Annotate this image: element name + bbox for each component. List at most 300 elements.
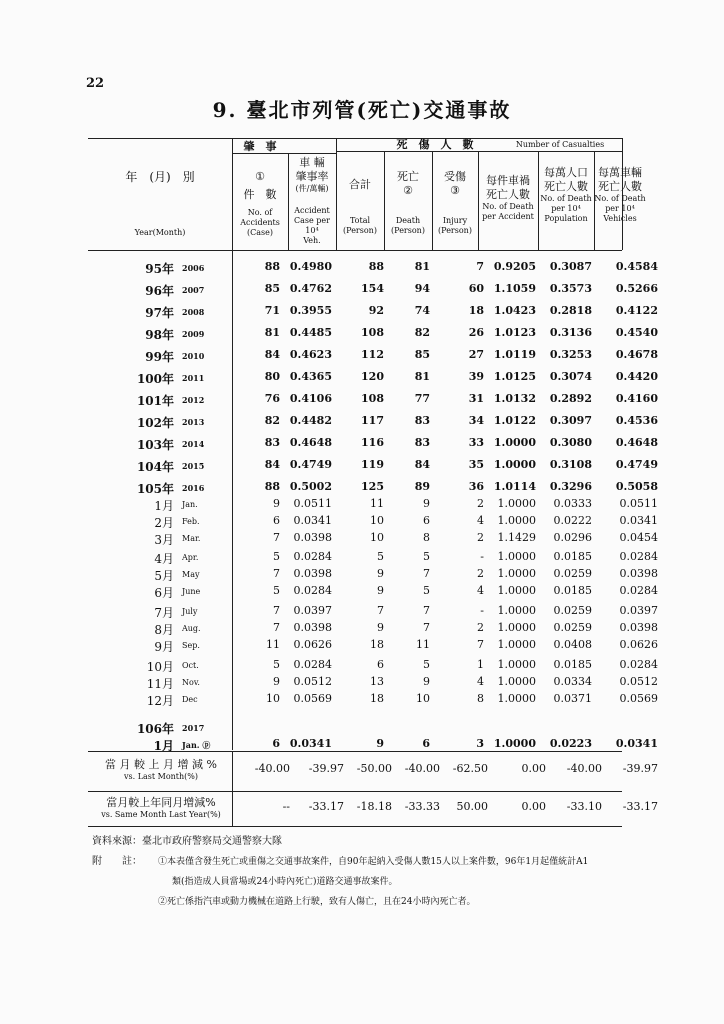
- table-cell: 0.0284: [293, 658, 332, 671]
- row-label: [120, 392, 230, 408]
- death-per-vehicles-zh-label: 死亡人數: [598, 180, 642, 193]
- table-cell: 154: [361, 282, 384, 295]
- rate-unit-label: (件/萬輛): [295, 184, 329, 193]
- table-cell: 0.3097: [549, 414, 592, 427]
- death-per-vehicles-zh-label: 每萬車輛: [598, 166, 642, 179]
- table-bottom-rule: [88, 826, 622, 827]
- row-label-zh: 2月: [154, 516, 174, 530]
- table-cell: 8: [477, 692, 484, 705]
- row-label-en: May: [182, 570, 200, 579]
- table-cell: 0.4584: [615, 260, 658, 273]
- death-per-accident-en-label: No. of Death: [482, 202, 534, 211]
- death-per-vehicles-header: [592, 166, 648, 224]
- header-bottom-rule: [88, 250, 622, 251]
- table-cell: 0.3573: [549, 282, 592, 295]
- row-label: [120, 675, 230, 691]
- table-cell: 0.0512: [293, 675, 332, 688]
- row-label: [120, 550, 230, 566]
- table-cell: 0.0398: [619, 621, 658, 634]
- table-cell: 125: [361, 480, 384, 493]
- table-cell: 0.4623: [289, 348, 332, 361]
- table-cell: 10: [266, 692, 280, 705]
- row-label-en: 2016: [182, 483, 205, 493]
- table-cell: 89: [414, 480, 430, 493]
- table-cell: 1.0123: [493, 326, 536, 339]
- table-cell: 92: [368, 304, 384, 317]
- table-cell: 11: [416, 638, 430, 651]
- table-cell: 0.3296: [549, 480, 592, 493]
- table-cell: 0.3955: [289, 304, 332, 317]
- table-cell: 31: [468, 392, 484, 405]
- row-label-en: 2007: [182, 285, 205, 295]
- table-cell: 60: [468, 282, 484, 295]
- table-cell: 0.0185: [553, 584, 592, 597]
- summary-cell: -39.97: [308, 762, 344, 775]
- summary-label: [92, 756, 230, 781]
- table-cell: 1.0000: [497, 604, 536, 617]
- death-per-accident-zh-label: 死亡人數: [486, 188, 530, 201]
- table-cell: 0.0334: [553, 675, 592, 688]
- accident-rate-header: [288, 156, 336, 246]
- table-cell: 1.0000: [497, 497, 536, 510]
- table-cell: 7: [273, 531, 280, 544]
- table-cell: 74: [414, 304, 430, 317]
- row-label-zh: 3月: [154, 533, 174, 547]
- rate-zh-label: 肇事率: [295, 170, 329, 183]
- injury-en-label: (Person): [438, 226, 472, 235]
- table-cell: 0.0626: [619, 638, 658, 651]
- table-cell: 0.4540: [615, 326, 658, 339]
- row-label-zh: 6月: [154, 586, 174, 600]
- death-en-label: Death: [395, 216, 421, 225]
- table-cell: -: [480, 604, 484, 617]
- injury-header: [432, 170, 478, 236]
- table-cell: 0.4160: [615, 392, 658, 405]
- death-per-accident-zh-label: 每件車禍: [486, 174, 530, 187]
- table-cell: 120: [361, 370, 384, 383]
- note-2: ②死亡係指汽車或動力機械在道路上行駛，致有人傷亡，且在24小時內死亡者。: [158, 897, 476, 907]
- table-cell: 0.0259: [553, 604, 592, 617]
- row-label-en: Apr.: [182, 553, 199, 562]
- row-label-en: 2010: [182, 351, 205, 361]
- table-cell: 1.1429: [497, 531, 536, 544]
- group-casualties-label: 死 傷 人 數: [396, 138, 474, 151]
- table-cell: 9: [377, 584, 384, 597]
- table-cell: 7: [377, 604, 384, 617]
- row-label-en: 2014: [182, 439, 205, 449]
- table-cell: 0.3080: [549, 436, 592, 449]
- table-cell: 9: [376, 737, 384, 750]
- row-label: [120, 370, 230, 386]
- table-cell: 10: [370, 514, 384, 527]
- table-cell: 18: [370, 692, 384, 705]
- row-label-en: Dec: [182, 695, 198, 704]
- table-cell: 18: [370, 638, 384, 651]
- injury-en-label: Injury: [442, 216, 468, 225]
- table-cell: 0.4678: [615, 348, 658, 361]
- table-cell: 81: [414, 370, 430, 383]
- row-label-en: June: [182, 587, 201, 596]
- table-cell: 6: [422, 737, 430, 750]
- table-cell: 0.0398: [293, 531, 332, 544]
- table-cell: 0.4536: [615, 414, 658, 427]
- row-label-zh: 10月: [146, 660, 174, 674]
- summary-label: [92, 794, 230, 819]
- table-cell: 27: [468, 348, 484, 361]
- table-cell: 80: [264, 370, 280, 383]
- row-label-en: Jan. ⓟ: [182, 740, 211, 750]
- table-cell: 0.4980: [289, 260, 332, 273]
- table-cell: 0.9205: [493, 260, 536, 273]
- table-cell: 76: [264, 392, 280, 405]
- table-cell: 83: [414, 414, 430, 427]
- table-cell: 82: [264, 414, 280, 427]
- table-cell: 10: [416, 692, 430, 705]
- summary-cell: -40.00: [254, 762, 290, 775]
- row-label-zh: 5月: [154, 569, 174, 583]
- summary-divider-rule: [88, 791, 622, 792]
- table-cell: 34: [468, 414, 484, 427]
- table-cell: 6: [423, 514, 430, 527]
- table-cell: 1.0122: [493, 414, 536, 427]
- injury-zh-label: 受傷: [444, 170, 466, 183]
- table-cell: 8: [423, 531, 430, 544]
- row-label-zh: 11月: [146, 677, 174, 691]
- table-cell: 9: [273, 675, 280, 688]
- table-cell: 88: [264, 260, 280, 273]
- table-cell: 6: [377, 658, 384, 671]
- table-cell: 2: [477, 531, 484, 544]
- death-per-vehicles-en-label: per 10⁴: [605, 204, 635, 213]
- table-cell: 1.0000: [493, 737, 536, 750]
- summary-cell: 0.00: [521, 800, 546, 813]
- death-number-marker: ②: [403, 184, 413, 197]
- row-label-en: 2013: [182, 417, 205, 427]
- table-cell: 0.5266: [615, 282, 658, 295]
- table-cell: 0.0371: [553, 692, 592, 705]
- cases-en-label: (Case): [247, 228, 273, 237]
- row-label-zh: 106年: [136, 722, 174, 736]
- death-per-population-en-label: per 10⁴: [551, 204, 581, 213]
- table-cell: 9: [423, 497, 430, 510]
- row-label-zh: 8月: [154, 623, 174, 637]
- table-cell: 0.3087: [549, 260, 592, 273]
- table-cell: 116: [361, 436, 384, 449]
- table-cell: 0.0341: [289, 737, 332, 750]
- table-cell: 5: [273, 550, 280, 563]
- injury-number-marker: ③: [450, 184, 460, 197]
- row-label-en: 2008: [182, 307, 205, 317]
- year-month-en-label: Year(Month): [134, 228, 186, 237]
- row-label: [120, 282, 230, 298]
- table-cell: 26: [468, 326, 484, 339]
- table-cell: 7: [423, 567, 430, 580]
- row-label-zh: 12月: [146, 694, 174, 708]
- table-cell: 71: [264, 304, 280, 317]
- death-zh-label: 死亡: [397, 170, 419, 183]
- rate-zh-label: 車 輛: [299, 156, 325, 169]
- table-cell: 0.4648: [615, 436, 658, 449]
- row-label-en: 2006: [182, 263, 205, 273]
- row-label-en: July: [182, 607, 198, 616]
- table-cell: 0.4648: [289, 436, 332, 449]
- table-cell: 0.0341: [619, 514, 658, 527]
- row-label: [120, 567, 230, 583]
- table-cell: 84: [414, 458, 430, 471]
- row-label: [120, 692, 230, 708]
- table-cell: 85: [264, 282, 280, 295]
- table-cell: 33: [468, 436, 484, 449]
- table-cell: 1.0000: [497, 514, 536, 527]
- table-cell: 84: [264, 458, 280, 471]
- table-cell: 9: [377, 621, 384, 634]
- table-cell: 0.0223: [549, 737, 592, 750]
- row-label: [120, 436, 230, 452]
- table-cell: 0.0185: [553, 658, 592, 671]
- summary-cell: -33.17: [622, 800, 658, 813]
- table-cell: 9: [377, 567, 384, 580]
- table-cell: 0.3253: [549, 348, 592, 361]
- table-cell: 0.2818: [549, 304, 592, 317]
- table-cell: 0.0284: [293, 584, 332, 597]
- row-label-zh: 104年: [136, 460, 174, 474]
- row-label-en: Nov.: [182, 678, 200, 687]
- table-cell: 11: [370, 497, 384, 510]
- table-cell: 7: [477, 638, 484, 651]
- table-cell: 0.3074: [549, 370, 592, 383]
- row-label-en: 2015: [182, 461, 205, 471]
- group-casualties-en-label: Number of Casualties: [515, 140, 605, 149]
- row-label-zh: 102年: [136, 416, 174, 430]
- table-cell: 1.0000: [497, 675, 536, 688]
- row-label-zh: 7月: [154, 606, 174, 620]
- table-cell: 0.0333: [553, 497, 592, 510]
- table-cell: 0.0296: [553, 531, 592, 544]
- summary-cell: 50.00: [456, 800, 488, 813]
- death-per-population-en-label: Population: [544, 214, 588, 223]
- row-label-zh: 1月: [153, 739, 174, 753]
- row-label-zh: 95年: [145, 262, 174, 276]
- table-cell: 4: [477, 514, 484, 527]
- summary-cell: -33.17: [308, 800, 344, 813]
- row-label: [120, 604, 230, 620]
- table-cell: 94: [414, 282, 430, 295]
- row-label: [120, 497, 230, 513]
- table-cell: 84: [264, 348, 280, 361]
- table-cell: 4: [477, 584, 484, 597]
- summary-cell: -40.00: [566, 762, 602, 775]
- summary-label-zh: 當 月 較 上 月 增 減 %: [105, 758, 217, 771]
- table-cell: 0.4485: [289, 326, 332, 339]
- row-label-en: Feb.: [182, 517, 200, 526]
- summary-cell: -40.00: [404, 762, 440, 775]
- table-cell: 3: [476, 737, 484, 750]
- table-cell: 7: [273, 567, 280, 580]
- summary-label-en: vs. Last Month(%): [123, 772, 199, 781]
- row-label-zh: 9月: [154, 640, 174, 654]
- table-cell: 0.0511: [293, 497, 332, 510]
- row-label: [120, 348, 230, 364]
- table-cell: 0.0397: [619, 604, 658, 617]
- cases-zh-label: 件 數: [243, 188, 277, 201]
- table-cell: 0.0259: [553, 621, 592, 634]
- row-label: [120, 480, 230, 496]
- table-cell: 83: [414, 436, 430, 449]
- table-cell: 0.0397: [293, 604, 332, 617]
- table-cell: 1.0000: [497, 567, 536, 580]
- row-label-en: Oct.: [182, 661, 199, 670]
- table-cell: 0.4420: [615, 370, 658, 383]
- table-cell: 5: [423, 658, 430, 671]
- table-cell: 2: [477, 621, 484, 634]
- death-per-population-zh-label: 死亡人數: [544, 180, 588, 193]
- summary-cell: -39.97: [622, 762, 658, 775]
- row-label-en: 2009: [182, 329, 205, 339]
- table-cell: 0.0259: [553, 567, 592, 580]
- page-title: 9. 臺北市列管(死亡)交通事故: [212, 98, 512, 122]
- summary-label-en: vs. Same Month Last Year(%): [101, 810, 221, 819]
- table-cell: 7: [273, 621, 280, 634]
- table-cell: 1.0000: [497, 584, 536, 597]
- row-label: [120, 514, 230, 530]
- row-label-en: Mar.: [182, 534, 201, 543]
- rate-en-label: Accident: [294, 206, 330, 215]
- row-label-zh: 98年: [145, 328, 174, 342]
- table-cell: 0.4365: [289, 370, 332, 383]
- table-cell: 0.0511: [619, 497, 658, 510]
- total-en-label: (Person): [343, 226, 377, 235]
- table-cell: 83: [264, 436, 280, 449]
- table-cell: 0.0569: [619, 692, 658, 705]
- death-per-population-en-label: No. of Death: [540, 194, 592, 203]
- table-cell: 7: [476, 260, 484, 273]
- table-cell: 117: [361, 414, 384, 427]
- table-cell: 0.0398: [293, 567, 332, 580]
- cases-en-label: Accidents: [240, 218, 280, 227]
- table-cell: 0.0341: [615, 737, 658, 750]
- table-cell: 0.4749: [615, 458, 658, 471]
- table-cell: 0.5002: [289, 480, 332, 493]
- row-label: [120, 260, 230, 276]
- table-cell: 2: [477, 567, 484, 580]
- table-cell: 1.0000: [497, 621, 536, 634]
- death-per-accident-en-label: per Accident: [482, 212, 534, 221]
- table-cell: 81: [264, 326, 280, 339]
- table-cell: 39: [468, 370, 484, 383]
- table-cell: 0.4749: [289, 458, 332, 471]
- row-label-zh: 97年: [145, 306, 174, 320]
- table-cell: 108: [361, 392, 384, 405]
- summary-cell: 0.00: [521, 762, 546, 775]
- row-label-en: 2017: [182, 723, 205, 733]
- table-cell: 82: [414, 326, 430, 339]
- table-cell: 2: [477, 497, 484, 510]
- note-1: ①本表僅含發生死亡或重傷之交通事故案件，自90年起納入受傷人數15人以上案件數，96年1月起僅統計A1: [158, 857, 589, 867]
- row-label: [120, 584, 230, 600]
- table-cell: 0.4482: [289, 414, 332, 427]
- death-per-population-header: [538, 166, 594, 224]
- table-cell: 88: [264, 480, 280, 493]
- summary-cell: -18.18: [356, 800, 392, 813]
- table-cell: 10: [370, 531, 384, 544]
- row-label: [120, 621, 230, 637]
- summary-top-rule: [88, 751, 622, 752]
- summary-label-zh: 當月較上年同月增減%: [106, 796, 216, 809]
- death-per-accident-header: [478, 174, 538, 222]
- row-label-zh: 1月: [154, 499, 174, 513]
- row-label: [120, 658, 230, 674]
- total-header: [336, 178, 384, 236]
- cases-header: [232, 170, 288, 238]
- rate-en-label: Veh.: [303, 236, 321, 245]
- row-label: [120, 414, 230, 430]
- table-cell: 1.0132: [493, 392, 536, 405]
- table-cell: 0.4106: [289, 392, 332, 405]
- table-cell: 1: [477, 658, 484, 671]
- table-cell: 9: [273, 497, 280, 510]
- table-cell: 112: [361, 348, 384, 361]
- table-cell: 1.1059: [493, 282, 536, 295]
- table-cell: 1.0125: [493, 370, 536, 383]
- row-label: [120, 326, 230, 342]
- year-month-label: 年 (月) 別: [125, 170, 195, 184]
- total-zh-label: 合計: [349, 178, 371, 191]
- table-cell: 0.0185: [553, 550, 592, 563]
- table-cell: 0.0398: [619, 567, 658, 580]
- table-cell: 85: [414, 348, 430, 361]
- page-number: 22: [86, 76, 105, 91]
- table-cell: 5: [423, 550, 430, 563]
- table-cell: 0.4122: [615, 304, 658, 317]
- row-label: [120, 638, 230, 654]
- total-en-label: Total: [349, 216, 371, 225]
- table-cell: 1.0114: [493, 480, 536, 493]
- death-per-vehicles-en-label: Vehicles: [603, 214, 637, 223]
- table-cell: 7: [423, 604, 430, 617]
- table-cell: 88: [368, 260, 384, 273]
- table-cell: 5: [377, 550, 384, 563]
- table-cell: 1.0000: [497, 658, 536, 671]
- table-cell: 5: [273, 584, 280, 597]
- table-cell: 1.0000: [493, 436, 536, 449]
- table-cell: 0.0341: [293, 514, 332, 527]
- table-cell: 0.5058: [615, 480, 658, 493]
- table-cell: 108: [361, 326, 384, 339]
- table-cell: 0.0284: [619, 584, 658, 597]
- note-1-continued: 類(指造成人員當場或24小時內死亡)道路交通事故案件。: [172, 877, 398, 887]
- table-cell: -: [480, 550, 484, 563]
- death-per-population-zh-label: 每萬人口: [544, 166, 588, 179]
- row-label-zh: 4月: [154, 552, 174, 566]
- table-cell: 0.0626: [293, 638, 332, 651]
- table-cell: 0.4762: [289, 282, 332, 295]
- table-cell: 0.3108: [549, 458, 592, 471]
- row-label-zh: 103年: [136, 438, 174, 452]
- summary-cell: -50.00: [356, 762, 392, 775]
- row-label-en: Aug.: [182, 624, 201, 633]
- table-cell: 0.0284: [293, 550, 332, 563]
- summary-cell: -33.10: [566, 800, 602, 813]
- source-note: 資料來源：臺北市政府警察局交通警察大隊: [92, 836, 282, 847]
- table-cell: 0.0222: [553, 514, 592, 527]
- table-cell: 1.0119: [493, 348, 536, 361]
- table-cell: 1.0423: [493, 304, 536, 317]
- table-cell: 7: [273, 604, 280, 617]
- table-cell: 36: [468, 480, 484, 493]
- row-label-en: Sep.: [182, 641, 200, 650]
- summary-cell: -33.33: [404, 800, 440, 813]
- cases-en-label: No. of: [247, 208, 273, 217]
